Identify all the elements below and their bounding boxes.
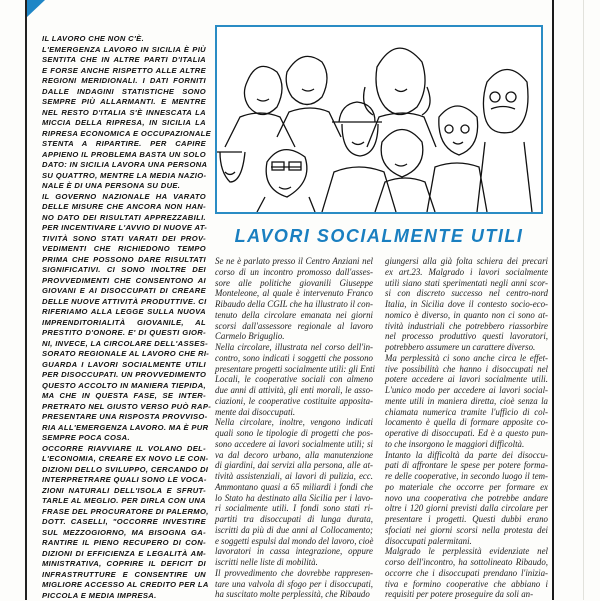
text-line: DELLE NUOVE ATTIVITÀ PRODUTTIVE. CI <box>42 297 206 308</box>
text-line: re delle cooperative, in secondo luogo il tem- <box>385 471 548 482</box>
article-title: LAVORI SOCIALMENTE UTILI <box>215 226 543 247</box>
text-line: DALLE INDAGINI STATISTICHE SONO <box>42 87 206 98</box>
text-line: tiva e formino cooperative che abbiano i <box>385 579 548 590</box>
text-line: NALE È DI UNA PERSONA SU DUE. <box>42 181 206 192</box>
text-line: SUL MEZZOGIORNO, MA BISOGNA GA- <box>42 528 206 539</box>
text-line: DOTT. CASELLI, "OCCORRE INVESTIRE <box>42 517 206 528</box>
text-line: L'unico modo per accedere ai lavori social- <box>385 385 548 396</box>
person-figure <box>217 152 245 182</box>
paragraph <box>385 450 548 547</box>
text-line: mente utili in maniera diretta, cioè senza la <box>385 396 548 407</box>
text-line: RIPRESA ECONOMICA E OCCUPAZIONALE <box>42 129 206 140</box>
text-line: GUARDA I LAVORI SOCIALMENTE UTILI <box>42 360 206 371</box>
text-line: oltre i 120 giorni previsti dalla circolare per <box>385 503 548 514</box>
text-line: Italia, in Sicilia dove il contesto socio-eco- <box>385 299 548 310</box>
left-margin-rule <box>25 0 27 600</box>
text-line: L'ECONOMIA, CREARE EX NOVO LE CON- <box>42 454 206 465</box>
text-line: scorsi dall'assessore regionale al lavoro <box>215 321 373 332</box>
text-line: APPIENO IL PROBLEMA BASTA UN SOLO <box>42 150 206 161</box>
text-line: Locali, le cooperative sociali con almeno <box>215 374 373 385</box>
text-line: presentare i progetti. Questi dubbi erano <box>385 514 548 525</box>
text-line: PER INCENTIVARE L'AVVIO DI NUOVE AT- <box>42 223 206 234</box>
text-line: OCCORRE RIAVVIARE IL VOLANO DEL- <box>42 444 206 455</box>
text-line: e soggetti espulsi dal mondo del lavoro, cioè <box>215 536 373 547</box>
text-line: si con discreto successo nel centro-nord <box>385 288 548 299</box>
text-line: SEMPRE PIÙ ALLARMANTI. E MENTRE <box>42 97 206 108</box>
paragraph <box>215 568 373 600</box>
page-edge <box>583 0 584 600</box>
text-line: SEMPRE POCA COSA. <box>42 433 206 444</box>
text-line: sore alle politiche giovanili Giuseppe <box>215 278 373 289</box>
person-figure <box>364 48 436 147</box>
text-line: Ribaudo della CGIL che ha illustrato il con- <box>215 299 373 310</box>
paragraph <box>215 256 373 342</box>
text-line: MINISTRATIVA, COPRIRE IL DEFICIT DI <box>42 559 206 570</box>
text-line: PRETRATO NEL GIUSTO VERSO PUÒ RAP- <box>42 402 206 413</box>
text-line: sono accedere ai lavori socialmente utili; si <box>215 439 373 450</box>
text-line: SENTITA CHE IN ALTRE PARTI D'ITALIA <box>42 55 206 66</box>
text-line: PICCOLA E MEDIA IMPRESA. <box>42 591 206 601</box>
text-line: Malgrado le perplessità evidenziate nel <box>385 546 548 557</box>
text-line: STENTA A RIPARTIRE. PER CAPIRE <box>42 139 206 150</box>
text-line: IMPRENDITORIALITÀ GIOVANILE, AL <box>42 318 206 329</box>
person-figure <box>277 56 341 137</box>
text-line: Nella circolare, illustrata nel corso dell'in- <box>215 342 373 353</box>
person-figure <box>427 106 487 212</box>
text-line: po materiale che occorre per formare ex <box>385 482 548 493</box>
text-line: va dal decoro urbano, alla manutenzione <box>215 450 373 461</box>
text-line: corso di un incontro promosso dall'asses- <box>215 267 373 278</box>
text-line: MICCIA DELLA RIPRESA, IN SICILIA LA <box>42 118 206 129</box>
text-line: di giardini, dai servizi alla persona, alle at- <box>215 460 373 471</box>
text-line: partiti tra disoccupati di lunga durata, <box>215 514 373 525</box>
text-line: TARLE AL MEGLIO. PER DIRLA CON UNA <box>42 496 206 507</box>
paragraph <box>215 342 373 417</box>
text-line: ZIONI NATURALI DELL'ISOLA E SFRUT- <box>42 486 206 497</box>
text-line: E FORSE ANCHE RISPETTO ALLE ALTRE <box>42 66 206 77</box>
paragraph <box>215 417 373 568</box>
text-line: FRASE DEL PROCURATORE DI PALERMO, <box>42 507 206 518</box>
text-line: pati di affrontare le spese per potere forma- <box>385 460 548 471</box>
text-line: potere accedere ai lavori socialmente utili. <box>385 374 548 385</box>
paragraph <box>42 45 206 192</box>
text-line: NO DATO DEI RISULTATI APPREZZABILI. <box>42 213 206 224</box>
text-line: IL GOVERNO NAZIONALE HA VARATO <box>42 192 206 203</box>
text-line: giungersi alla già folta schiera dei precari <box>385 256 548 267</box>
text-line: Ma perplessità ci sono anche circa le effet- <box>385 353 548 364</box>
text-line: nomico è diverso, in quanto non ci sono at- <box>385 310 548 321</box>
text-line: iscritti da più di due anni al Collocamento; <box>215 525 373 536</box>
text-line: Il provvedimento che dovrebbe rappresen- <box>215 568 373 579</box>
text-line: potrebbero assumere un carattere diverso. <box>385 342 548 353</box>
person-figure <box>322 102 396 212</box>
text-line: ha suscitato molte perplessità, che Ribaudo <box>215 589 373 600</box>
text-line: VEDIMENTI CHE RICHIEDONO TEMPO <box>42 244 206 255</box>
text-line: tività assistenziali, ai lavori di pulizia, ecc. <box>215 471 373 482</box>
text-line: DELLE MISURE CHE ANCORA NON HAN- <box>42 202 206 213</box>
text-line: Carmelo Briguglio. <box>215 331 373 342</box>
text-line: iscritti nelle liste di mobilità. <box>215 557 373 568</box>
text-line: RIFERIAMO ALLA LEGGE SULLA NUOVA <box>42 307 206 318</box>
text-line: contro, sono indicati i soggetti che possono <box>215 353 373 364</box>
person-figure <box>375 130 435 213</box>
text-line: MIGLIORE ACCESSO AL CREDITO PER LA <box>42 580 206 591</box>
editorial-column <box>42 34 206 601</box>
text-line: PRIMA CHE POSSONO DARE RISULTATI <box>42 255 206 266</box>
text-line: PRESTITO D'ONORE. E' DI QUESTI GIOR- <box>42 328 206 339</box>
text-line: tenuto della circolare emanata nei giorni <box>215 310 373 321</box>
text-line: Monteleone, al quale è intervenuto Franco <box>215 288 373 299</box>
text-line: PRESENTARE UNA RISPOSTA PROVVISO- <box>42 412 206 423</box>
person-figure <box>477 70 532 213</box>
corner-tab-decoration <box>27 0 45 17</box>
paragraph <box>42 192 206 444</box>
paragraph <box>385 256 548 353</box>
article-body-column-2 <box>385 256 548 600</box>
text-line: chiamata numerica tramite l'ufficio di col- <box>385 407 548 418</box>
text-line: REGIONI MERIDIONALI. I DATI FORNITI <box>42 76 206 87</box>
text-line: nel processo produttivo questi lavoratori, <box>385 331 548 342</box>
text-line: QUESTO ACCOLTO IN MANIERA TIEPIDA, <box>42 381 206 392</box>
text-line: L'EMERGENZA LAVORO IN SICILIA È PIÙ <box>42 45 206 56</box>
text-line: Nella circolare, inoltre, vengono indicati <box>215 417 373 428</box>
text-line: MA CHE IN QUESTA FASE, SE INTER- <box>42 391 206 402</box>
text-line: SIGNIFICATIVI. CI SONO INOLTRE DEI <box>42 265 206 276</box>
text-line: Se ne è parlato presso il Centro Anziani nel <box>215 256 373 267</box>
text-line: SORATO REGIONALE AL LAVORO CHE RI- <box>42 349 206 360</box>
text-line: PROVVEDIMENTI CHE CONSENTONO AI <box>42 276 206 287</box>
text-line: requisiti per potere proseguire da soli an- <box>385 589 548 600</box>
text-line: locamento è quella di formare apposite co- <box>385 417 548 428</box>
text-line: lavoratori in cassa integrazione, oppure <box>215 546 373 557</box>
text-line: IL LAVORO CHE NON C'È. <box>42 34 206 45</box>
paragraph <box>385 546 548 600</box>
person-figure <box>225 66 295 147</box>
right-margin-rule <box>552 0 554 600</box>
text-line: quali sono le tipologie di progetti che pos- <box>215 428 373 439</box>
text-line: NEL RESTO D'ITALIA S'È INNESCATA LA <box>42 108 206 119</box>
text-line: ciazioni, le cooperative costituite apposita- <box>215 396 373 407</box>
text-line: ex art.23. Malgrado i lavori socialmente <box>385 267 548 278</box>
text-line: disoccupati palermitani. <box>385 536 548 547</box>
paragraph <box>385 353 548 450</box>
person-figure <box>257 150 315 212</box>
text-line: GIOVANI E AI DISOCCUPATI DI CREARE <box>42 286 206 297</box>
text-line: INFRASTRUTTURE E CONSENTIRE UN <box>42 570 206 581</box>
text-line: DIZIONI DI EFFICIENZA E LEGALITÀ AM- <box>42 549 206 560</box>
text-line: presentare progetti socialmente utili: gli Enti <box>215 364 373 375</box>
text-line: tare una valvola di sfogo per i disoccupati, <box>215 579 373 590</box>
text-line: DATO: IN SICILIA LAVORA UNA PERSONA <box>42 160 206 171</box>
text-line: tive possibilità che hanno i disoccupati nel <box>385 364 548 375</box>
paragraph <box>42 444 206 601</box>
text-line: RANTIRE IL PIENO RECUPERO DI CON- <box>42 538 206 549</box>
text-line: due anni di attività, gli enti morali, le asso- <box>215 385 373 396</box>
text-line: operative di disoccupati. Ed è a questo pun- <box>385 428 548 439</box>
article-body-column-1 <box>215 256 373 600</box>
text-line: Ammontano quasi a 65 miliardi i fondi che <box>215 482 373 493</box>
text-line: INTERPRETRARE QUALI SONO LE VOCA- <box>42 475 206 486</box>
paragraph <box>42 34 206 45</box>
text-line: lo Stato ha destinato alla Sicilia per i lavo- <box>215 493 373 504</box>
text-line: TIVITÀ SONO STATI VARATI DEI PROV- <box>42 234 206 245</box>
text-line: utili siano stati sperimentati negli anni scor- <box>385 278 548 289</box>
text-line: tività industriali che potrebbero riassorbire <box>385 321 548 332</box>
text-line: novo una cooperativa che potrebbe andare <box>385 493 548 504</box>
text-line: to che insorgono le maggiori difficoltà. <box>385 439 548 450</box>
text-line: ri socialmente utili. I fondi sono stati ri- <box>215 503 373 514</box>
text-line: NI, INVECE, LA CIRCOLARE DELL'ASSES- <box>42 339 206 350</box>
text-line: Intanto la difficoltà da parte dei disoccu- <box>385 450 548 461</box>
text-line: mente dai disoccupati. <box>215 407 373 418</box>
text-line: occorre che i disoccupati prendano l'inizia- <box>385 568 548 579</box>
text-line: DIZIONI DELLO SVILUPPO, CERCANDO DI <box>42 465 206 476</box>
text-line: PER DISOCCUPATI. UN PROVVEDIMENTO <box>42 370 206 381</box>
crowd-illustration-icon <box>215 25 543 214</box>
text-line: corso dell'incontro, ha sottolineato Ribaudo, <box>385 557 548 568</box>
text-line: SU QUATTRO, MENTRE LA MEDIA NAZIO- <box>42 171 206 182</box>
text-line: RIA ALL'EMERGENZA LAVORO. MA È PUR <box>42 423 206 434</box>
text-line: sfociati nei giorni scorsi nella protesta dei <box>385 525 548 536</box>
